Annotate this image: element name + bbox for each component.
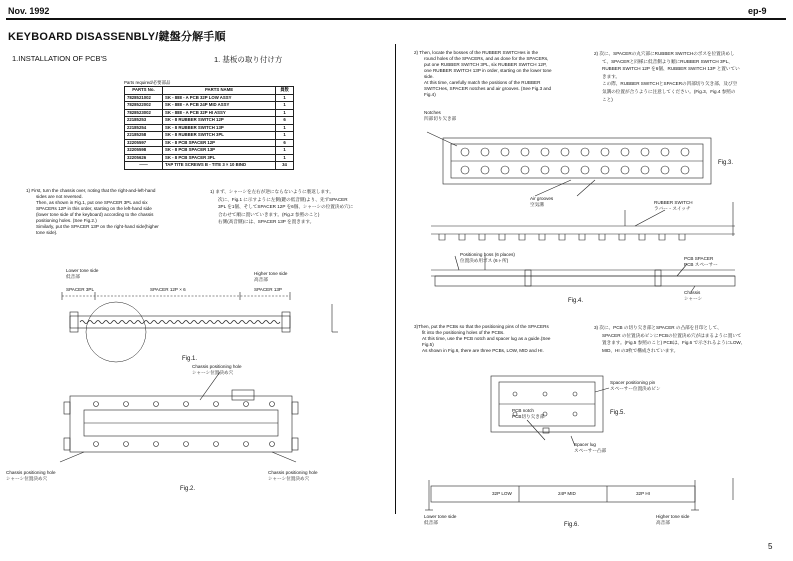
fig1-drawing [0,0,395,561]
parts-col-no: PARTS No. [125,87,163,95]
fig1-caption: Fig.1. [182,356,198,362]
text-line: 1) まず、シャーシを左右が逆にならないように裏返します。 [210,189,334,194]
text-line: Fig.4) [424,92,436,97]
fig2-hole-top-jp: シャーシ位置決め穴 [192,370,234,375]
text-line: MID、HI の3枚で構成されています。 [602,347,679,353]
text-line: 右側(高音側)には、SPACER 13P を置きます。 [218,219,315,225]
fig5-caption: Fig.5. [610,410,626,416]
parts-name: SK - 8 PCB SPACER 13P [162,147,275,155]
header-date: Nov. 1992 [8,6,50,16]
parts-qty: 1 [276,94,294,102]
text-line: put one RUBBER SWITCH 3PL, six RUBBER SWITCH 12P, [424,62,547,67]
fig6-pcbs [425,478,733,510]
fig1-spacer3pl: SPACER 3PL [66,287,94,292]
text-line: (lower tone side of the keyboard) according to the chassis [36,212,154,217]
parts-name: SK - 888 - A PCB 24P MID ASSY [162,102,275,110]
text-line: 3)Then, put the PCBs so that the positioning pins of the SPACERs [414,324,549,329]
fig3-notches-jp: 凹部切り欠き部 [424,116,457,121]
fig4-chassis-jp: シャーシ [684,296,703,301]
text-line: At this time, use the PCB notch and spacer lug as a guide.(See [422,336,551,341]
text-line: Similarly, put the SPACER 13P on the right-hand side(higher [36,224,159,229]
text-line: 置きます。(Fig.5 参照のこと) PCBは、Fig.6 で示されるようにLOW、 [602,340,746,346]
text-line: positioning holes. (See Fig.2.) [36,218,97,223]
fig2-caption: Fig.2. [180,486,196,492]
fig1-higher-jp: 高音部 [254,277,268,282]
fig2-hole-right-jp: シャーシ位置決め穴 [268,476,310,481]
text-line: side. [424,74,434,79]
section-title-jp: 1. 基板の取り付け方 [214,55,283,64]
fig1-higher-en: Higher tone side [254,271,288,276]
fig6-hi-label: 32P HI [636,491,650,496]
text-line: 合わせて順に置いていきます。(Fig.2 参照のこと) [218,211,320,217]
parts-col-name: PARTS NAME [162,87,275,95]
parts-no: 32205597 [125,139,163,147]
parts-name: SK - 8 PCB SPACER 3PL [162,154,275,162]
text-line: 3PL を1個、そしてSPACER 12P を6個、シャーシの位置決め穴に [218,204,354,210]
fig6-higher-en: Higher tone side [656,514,690,519]
text-line: て、SPACERと同様に低音側より順にRUBBER SWITCH 3PL、 [602,58,733,64]
parts-no: 7828522002 [125,102,163,110]
text-line: As shown in Fig.6, there are three PCBs, LOW, MID and HI. [422,348,544,353]
fig6-lower-jp: 低音部 [424,520,438,525]
fig1-lower-en: Lower tone side [66,268,99,273]
text-line: きます。 [602,73,621,79]
parts-no: 7828521002 [125,94,163,102]
fig1-spacer13p: SPACER 13P [254,287,282,292]
text-line: 2) 次に、SPACERの丸穴部にRUBBER SWITCHのボスを位置決めし [594,51,735,56]
text-line: RUBBER SWITCH 12P を6個、RUBBER SWITCH 13P と置いてい [602,66,740,72]
parts-qty: 1 [276,102,294,110]
fig3-air-en: Air grooves [530,196,554,201]
parts-no: 22185258 [125,132,163,140]
parts-qty: 6 [276,139,294,147]
text-line: こと) [602,96,613,102]
text-line: 気溝の位置が合うように注意してください。(Fig.3、Fig.4 参照の [602,88,736,94]
parts-name: SK - 8 PCB SPACER 12P [162,139,275,147]
fig4-pcbspacer-en: PCB SPACER [684,256,714,261]
fig1-spacer-bumps [80,321,280,324]
fig2-chassis [60,372,298,462]
fig1-spacer12p: SPACER 12P × 6 [150,287,186,292]
parts-no: —— [125,162,163,170]
parts-qty: 6 [276,117,294,125]
parts-qty: 1 [276,147,294,155]
section-title-en: 1.INSTALLATION OF PCB'S [12,54,107,63]
fig4-pcbspacer-jp: PCB スペーサー [684,262,718,267]
fig3-rubber-switch [427,132,711,196]
fig4-boss-jp: 位置決め用ボス (6ヶ所) [460,258,509,263]
text-line: Then, as shown in Fig.1, put one SPACER 3PL and six [36,200,148,205]
parts-qty: 34 [276,162,294,170]
parts-no: 32205626 [125,154,163,162]
fig5-notch-jp: PCB切り欠き部 [512,414,545,419]
fig1-lower-jp: 低音部 [66,274,80,279]
parts-col-qty: 員数 [276,87,294,95]
fig5-pin-jp: スペーサー位置決めピン [610,386,661,391]
text-line: tone side). [36,230,58,235]
fig3-caption: Fig.3. [718,160,734,166]
fig6-lower-en: Lower tone side [424,514,457,519]
fig5-lug-jp: スペーサー凸部 [574,448,607,453]
fig4-rubber-jp: ラバー・スイッチ [654,206,691,211]
parts-name: SK - 888 - A PCB 32P LOW ASSY [162,94,275,102]
text-line: 3) 次に、PCB の切り欠き部とSPACER の凸部を目印として、 [594,325,722,330]
fig4-boss-en: Positioning boss (6 places) [460,252,515,257]
fig6-caption: Fig.6. [564,522,580,528]
parts-no: 32205598 [125,147,163,155]
parts-no: 22185254 [125,124,163,132]
header-page-code: ep-9 [748,6,767,16]
parts-qty: 1 [276,132,294,140]
fig2-hole-left-en: Chassis positioning hole [6,470,56,475]
text-line: SPACER の位置決めピンにPCBの位置決め穴がはまるように置いて [602,332,742,338]
text-line: 2) Then, locate the bosses of the RUBBER SWITCHes in the [414,50,539,55]
parts-no: 22185253 [125,117,163,125]
fig6-low-label: 32P LOW [492,491,512,496]
text-line: Fig.5) [422,342,434,347]
text-line: sides are not reversed. [36,194,83,199]
fig4-rubber-en: RUBBER SWITCH [654,200,693,205]
text-line: SWITCHes, SPACER notches and air grooves. (See Fig.3 and [424,86,552,91]
page-number: 5 [768,542,773,551]
step3-text-jp [594,324,786,354]
fig5-pin-en: Spacer positioning pin [610,380,656,385]
fig3-air-jp: 空気溝 [530,202,544,207]
text-line: round holes of the SPACERs, and as done for the SPACERs, [424,56,549,61]
parts-name: SK - 8 RUBBER SWITCH 12P [162,117,275,125]
fig6-mid-label: 24P MID [558,491,576,496]
fig5-notch-en: PCB notch [512,408,534,413]
parts-name: SK - 8 RUBBER SWITCH 13P [162,124,275,132]
step3-text-en [414,324,594,354]
fig4-side-view [431,202,735,292]
fig5-pcb [491,376,609,446]
fig2-hole-right-en: Chassis positioning hole [268,470,318,475]
fig2-hole-top-en: Chassis positioning hole [192,364,242,369]
text-line: one RUBBER SWITCH 13P in order, starting on the lower tone [424,68,552,73]
fig2-hole-left-jp: シャーシ位置決め穴 [6,476,48,481]
fig6-higher-jp: 高音部 [656,520,670,525]
parts-name: SK - 888 - A PCB 32P HI ASSY [162,109,275,117]
fig4-caption: Fig.4. [568,298,584,304]
parts-qty: 1 [276,154,294,162]
fig3-notches-en: Notches [424,110,441,115]
fig5-lug-en: Spacer lug [574,442,596,447]
parts-name: SK - 8 RUBBER SWITCH 3PL [162,132,275,140]
text-line: 次に、Fig.1 に示すように左側(鍵の低音側)より、先ずSPACER [218,196,348,202]
parts-qty: 1 [276,109,294,117]
text-line: この際、RUBBER SWITCHとSPACERの凹部切り欠き部、及び空 [602,81,738,87]
parts-no: 7828523002 [125,109,163,117]
right-figures-drawing [395,0,793,561]
page-title: KEYBOARD DISASSENBLY/鍵盤分解手順 [8,31,226,43]
text-line: SPACERs 12P in this order, starting on the left-hand side [36,206,152,211]
text-line: 1) First, turn the chassis over, noting that the right-and-left-hand [26,188,156,193]
parts-caption: Parts required/必要部品 [124,80,171,85]
text-line: At this time, carefully match the positions of the RUBBER [424,80,541,85]
fig4-chassis-en: Chassis [684,290,701,295]
parts-qty: 1 [276,124,294,132]
parts-name: TAP TITE SCREWS B - TITE 3 × 10 BIND [162,162,275,170]
text-line: fit into the positioning holes of the PCBs. [422,330,505,335]
